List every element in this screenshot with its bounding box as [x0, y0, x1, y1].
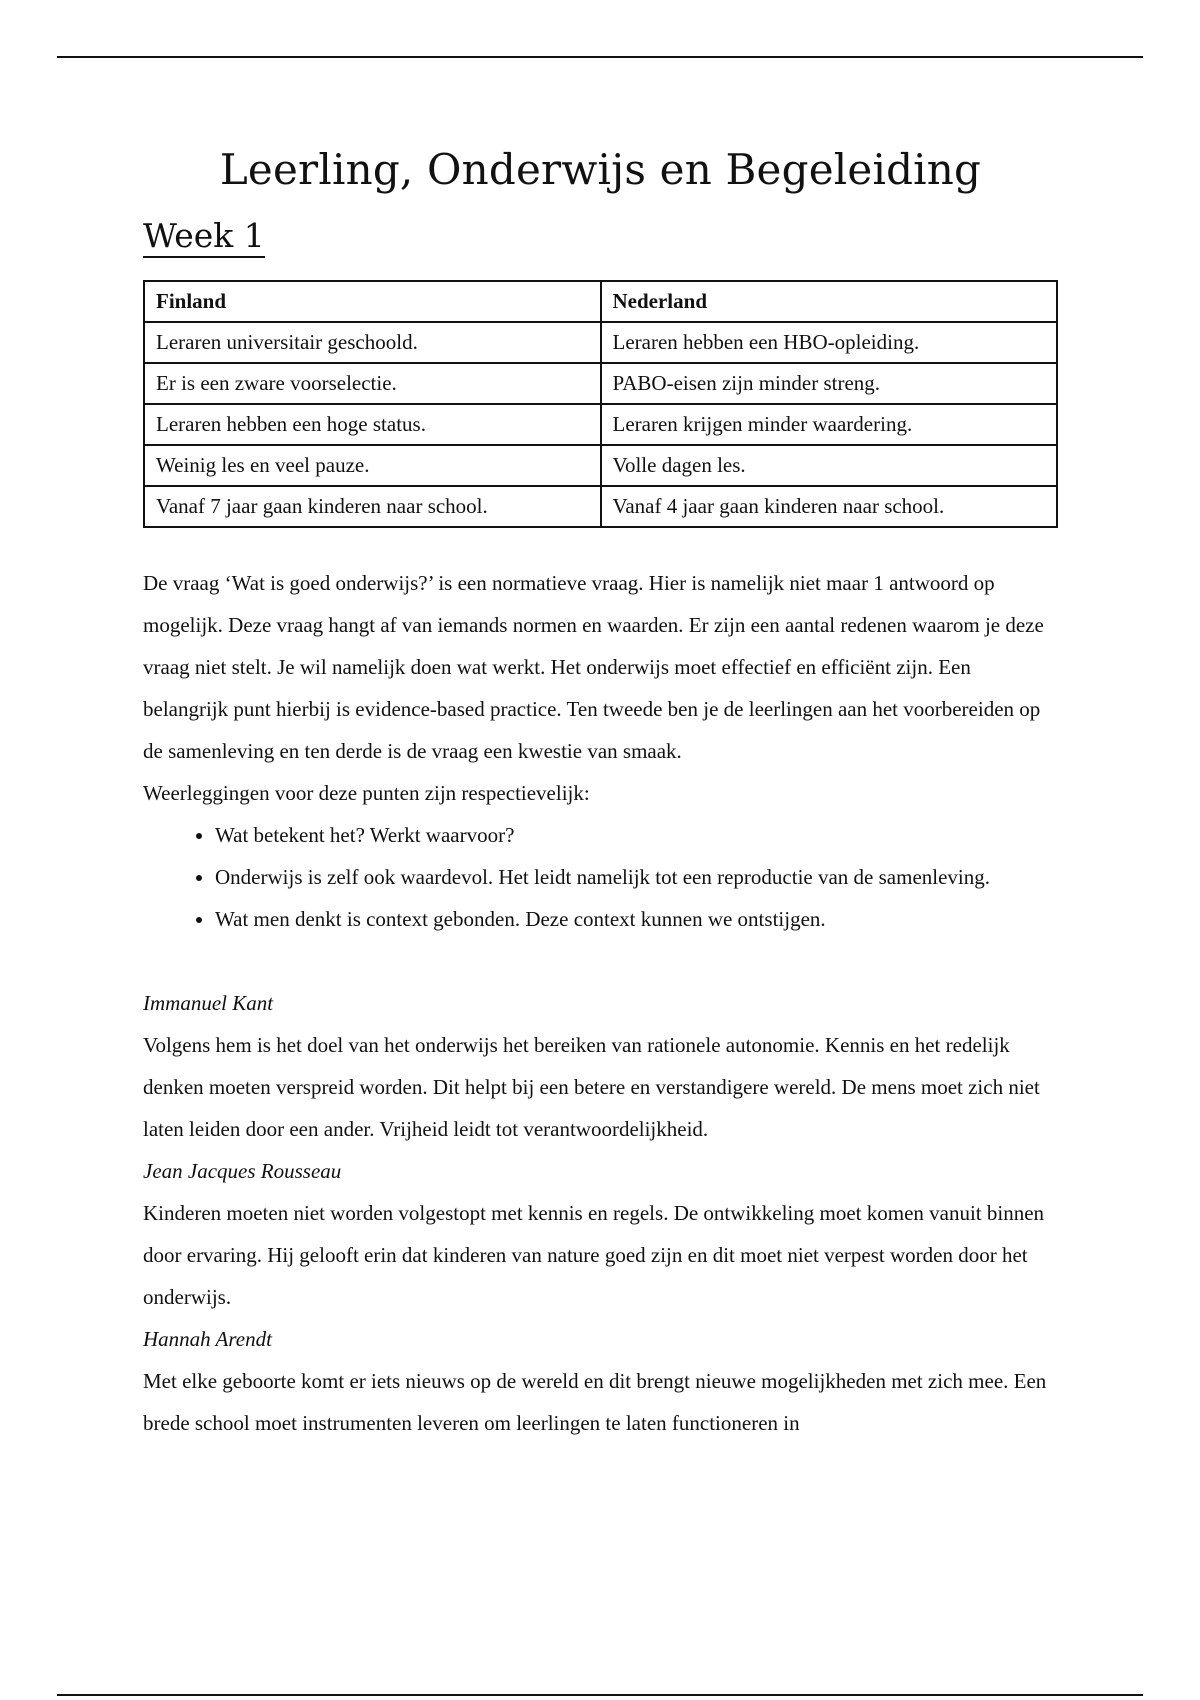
list-item: • Wat men denkt is context gebonden. Deze context kunnen we ontstijgen.	[215, 898, 1058, 940]
spacer	[143, 940, 1058, 982]
page-content	[143, 140, 1058, 1444]
table-cell: Er is een zware voorselectie.	[144, 363, 601, 404]
table-row	[144, 486, 1057, 527]
column-header-nederland: Nederland	[601, 281, 1058, 322]
philosopher-name-rousseau: Jean Jacques Rousseau	[143, 1159, 342, 1183]
rebuttals-intro: Weerleggingen voor deze punten zijn respectievelijk:	[143, 781, 590, 805]
table-cell: Leraren hebben een hoge status.	[144, 404, 601, 445]
table-cell: Vanaf 4 jaar gaan kinderen naar school.	[601, 486, 1058, 527]
table-cell: Leraren krijgen minder waardering.	[601, 404, 1058, 445]
bottom-rule	[57, 1694, 1143, 1696]
table-row	[144, 445, 1057, 486]
table-cell: Vanaf 7 jaar gaan kinderen naar school.	[144, 486, 601, 527]
intro-paragraph: De vraag ‘Wat is goed onderwijs?’ is een normatieve vraag. Hier is namelijk niet maar 1 antwoord op mogelijk. Deze vraag hangt af van iemands normen en waarden. Er zijn een aantal redenen waarom je deze vraag niet stelt. Je wil namelijk doen wat werkt. Het onderwijs moet effectief en efficiënt zijn. Een belangrijk punt hierbij is evidence-based practice. Ten tweede ben je de leerlingen aan het voorbereiden op de samenleving en ten derde is de vraag een kwestie van smaak.	[143, 571, 1044, 763]
table-row	[144, 322, 1057, 363]
philosopher-text-rousseau: Kinderen moeten niet worden volgestopt met kennis en regels. De ontwikkeling moet komen vanuit binnen door ervaring. Hij gelooft erin dat kinderen van nature goed zijn en dit moet niet verpest worden door het onderwijs.	[143, 1201, 1045, 1309]
table-cell: Weinig les en veel pauze.	[144, 445, 601, 486]
section-heading-week-1: Week 1	[143, 216, 265, 258]
top-rule	[57, 56, 1143, 58]
table-cell: PABO-eisen zijn minder streng.	[601, 363, 1058, 404]
table-row	[144, 363, 1057, 404]
comparison-table	[143, 280, 1058, 528]
list-item: • Onderwijs is zelf ook waardevol. Het leidt namelijk tot een reproductie van de samenleving.	[215, 856, 1058, 898]
philosopher-text-kant: Volgens hem is het doel van het onderwijs het bereiken van rationele autonomie. Kennis en het redelijk denken moeten verspreid worden. Dit helpt bij een betere en verstandigere wereld. De mens moet zich niet laten leiden door een ander. Vrijheid leidt tot verantwoordelijkheid.	[143, 1033, 1040, 1141]
list-item: • Wat betekent het? Werkt waarvoor?	[215, 814, 1058, 856]
philosopher-name-arendt: Hannah Arendt	[143, 1327, 272, 1351]
rebuttals-list	[143, 814, 1058, 940]
table-cell: Leraren universitair geschoold.	[144, 322, 601, 363]
philosopher-text-arendt: Met elke geboorte komt er iets nieuws op de wereld en dit brengt nieuwe mogelijkheden met zich mee. Een brede school moet instrumenten leveren om leerlingen te laten functioneren in	[143, 1369, 1047, 1435]
philosopher-name-kant: Immanuel Kant	[143, 991, 274, 1015]
column-header-finland: Finland	[144, 281, 601, 322]
document-title: Leerling, Onderwijs en Begeleiding	[219, 145, 982, 194]
table-header-row	[144, 281, 1057, 322]
table-cell: Volle dagen les.	[601, 445, 1058, 486]
table-cell: Leraren hebben een HBO-opleiding.	[601, 322, 1058, 363]
table-row	[144, 404, 1057, 445]
